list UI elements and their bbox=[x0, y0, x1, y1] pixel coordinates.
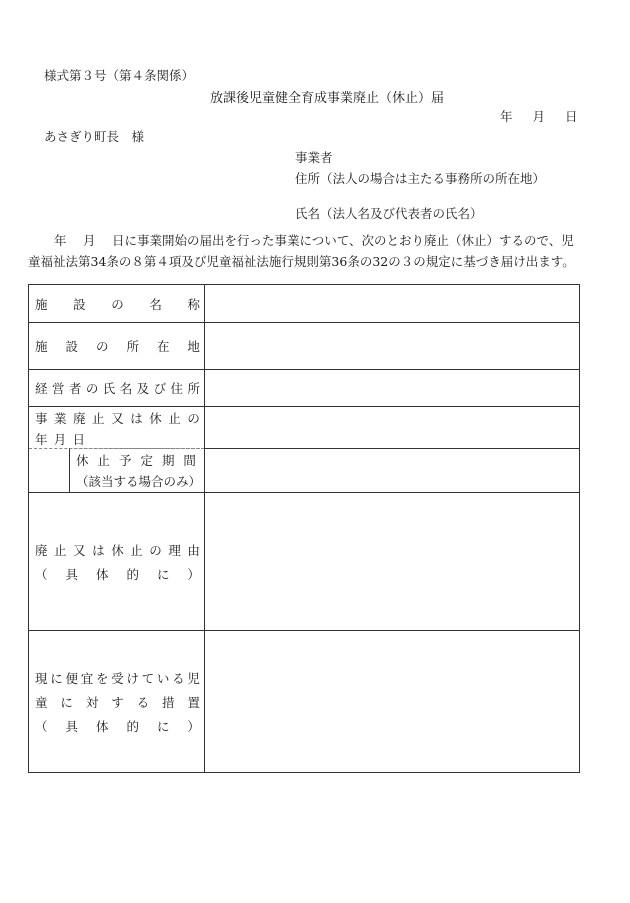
label-char: す bbox=[111, 694, 124, 710]
label-char: 者 bbox=[68, 381, 82, 396]
label-char: て bbox=[141, 670, 155, 686]
label-char: 便 bbox=[65, 670, 78, 686]
label-char: 由 bbox=[187, 542, 200, 558]
label-char: 童 bbox=[35, 694, 48, 710]
label-char: び bbox=[153, 381, 167, 396]
label-char: 対 bbox=[85, 694, 99, 710]
document-title: 放課後児童健全育成事業廃止（休止）届 bbox=[210, 91, 445, 106]
form-number: 様式第３号（第４条関係） bbox=[44, 68, 195, 83]
label-char: 理 bbox=[168, 542, 181, 558]
label-char: 止 bbox=[97, 453, 110, 468]
label-facility-name bbox=[29, 285, 205, 323]
label-chars bbox=[35, 693, 200, 711]
label-char: 設 bbox=[73, 296, 86, 312]
label-char: の bbox=[95, 339, 109, 354]
label-char: け bbox=[126, 670, 139, 686]
date-month-label: 月 bbox=[532, 109, 546, 124]
label-char: は bbox=[130, 411, 143, 426]
label-char: 止 bbox=[130, 542, 143, 558]
label-char: に bbox=[60, 694, 73, 710]
label-char: 具 bbox=[65, 566, 78, 582]
label-suspension-period bbox=[29, 449, 205, 493]
label-char: 間 bbox=[183, 453, 196, 468]
value-suspension-period[interactable] bbox=[205, 449, 580, 493]
label-char: の bbox=[187, 411, 200, 426]
label-char: 期 bbox=[161, 453, 175, 468]
form-table bbox=[28, 284, 580, 773]
date-year-label: 年 bbox=[500, 109, 513, 124]
label-chars bbox=[35, 295, 200, 313]
label-char: 称 bbox=[187, 296, 200, 312]
label-char: 受 bbox=[111, 670, 124, 686]
label-char: 施 bbox=[35, 296, 48, 312]
label-char: る bbox=[136, 694, 150, 710]
label-char: 体 bbox=[95, 718, 109, 734]
label-char: 的 bbox=[126, 566, 139, 582]
label-char: 廃 bbox=[73, 411, 86, 426]
label-char: 現 bbox=[35, 670, 48, 686]
label-char: 営 bbox=[51, 381, 65, 396]
label-char: に bbox=[156, 718, 170, 734]
label-char: 休 bbox=[149, 411, 162, 426]
value-closure-date[interactable] bbox=[205, 407, 580, 449]
label-char: 所 bbox=[187, 381, 200, 396]
label-char: 及 bbox=[136, 381, 150, 396]
label-char: 宜 bbox=[80, 670, 94, 686]
label-char: （ bbox=[35, 566, 48, 582]
label-char: に bbox=[156, 566, 170, 582]
label-chars bbox=[35, 337, 200, 355]
label-char: 施 bbox=[35, 339, 48, 354]
label-chars bbox=[35, 541, 200, 559]
label-char: 廃 bbox=[35, 542, 48, 558]
value-operator[interactable] bbox=[205, 370, 580, 407]
label-facility-location bbox=[29, 323, 205, 370]
label-char: 地 bbox=[187, 339, 200, 354]
addressee: あさぎり町長 様 bbox=[44, 129, 145, 144]
label-char: 年 bbox=[35, 432, 48, 447]
label-char: 経 bbox=[35, 381, 48, 396]
label-char: 児 bbox=[187, 670, 200, 686]
label-char: 具 bbox=[65, 718, 78, 734]
label-char: ） bbox=[187, 718, 200, 734]
label-char: 業 bbox=[54, 411, 67, 426]
body-text: 年 月 日に事業開始の届出を行った事業について、次のとおり廃止（休止）するので、児童福祉法第34条の８第４項及び児童福祉法施行規則第36条の32の３の規定に基づき届け出ます。 bbox=[28, 233, 575, 269]
label-chars bbox=[35, 669, 200, 687]
label-char: 体 bbox=[95, 566, 109, 582]
label-chars bbox=[35, 379, 200, 397]
label-char: の bbox=[85, 381, 99, 396]
label-char: 名 bbox=[149, 296, 162, 312]
label-operator bbox=[29, 370, 205, 407]
label-char: 休 bbox=[76, 453, 89, 468]
label-char: 名 bbox=[119, 381, 133, 396]
label-char: 又 bbox=[111, 411, 124, 426]
label-char: に bbox=[50, 670, 63, 686]
label-char: 又 bbox=[73, 542, 86, 558]
label-char: の bbox=[111, 296, 124, 312]
date-day-label: 日 bbox=[565, 109, 578, 124]
label-char: 日 bbox=[72, 432, 85, 447]
label-char: ） bbox=[187, 566, 200, 582]
label-char: い bbox=[156, 670, 170, 686]
label-measures bbox=[29, 631, 205, 773]
date-line bbox=[500, 107, 578, 125]
label-char: は bbox=[92, 542, 105, 558]
label-char: 止 bbox=[92, 411, 105, 426]
label-char: 予 bbox=[118, 453, 132, 468]
label-char: 氏 bbox=[102, 381, 116, 396]
label-char: 置 bbox=[187, 694, 200, 710]
label-char: 止 bbox=[168, 411, 181, 426]
applicant-name-label: 氏名（法人名及び代表者の氏名） bbox=[295, 206, 483, 221]
label-chars bbox=[35, 409, 200, 427]
label-reason bbox=[29, 493, 205, 631]
label-chars bbox=[35, 717, 200, 735]
label-char: を bbox=[95, 670, 109, 686]
label-char: 月 bbox=[53, 432, 67, 447]
suspension-period-note: （該当する場合のみ） bbox=[76, 474, 202, 489]
label-char: の bbox=[149, 542, 162, 558]
value-measures[interactable] bbox=[205, 631, 580, 773]
label-char: 休 bbox=[111, 542, 124, 558]
label-closure-date bbox=[29, 407, 205, 449]
label-char: 措 bbox=[162, 694, 175, 710]
label-char: 設 bbox=[65, 339, 78, 354]
label-char: 所 bbox=[126, 339, 139, 354]
label-char: 的 bbox=[126, 718, 139, 734]
label-char: 事 bbox=[35, 411, 48, 426]
applicant-block bbox=[295, 147, 545, 224]
label-char: 住 bbox=[170, 381, 184, 396]
label-chars bbox=[76, 451, 196, 469]
label-chars bbox=[35, 430, 85, 448]
label-char: （ bbox=[35, 718, 48, 734]
label-chars bbox=[35, 565, 200, 583]
value-facility-name[interactable] bbox=[205, 285, 580, 323]
label-char: る bbox=[172, 670, 185, 686]
value-reason[interactable] bbox=[205, 493, 580, 631]
value-facility-location[interactable] bbox=[205, 323, 580, 370]
label-char: 定 bbox=[140, 453, 153, 468]
applicant-label: 事業者 bbox=[295, 150, 333, 165]
label-char: 止 bbox=[54, 542, 67, 558]
applicant-address-label: 住所（法人の場合は主たる事務所の所在地） bbox=[295, 171, 546, 186]
label-char: 在 bbox=[156, 339, 170, 354]
